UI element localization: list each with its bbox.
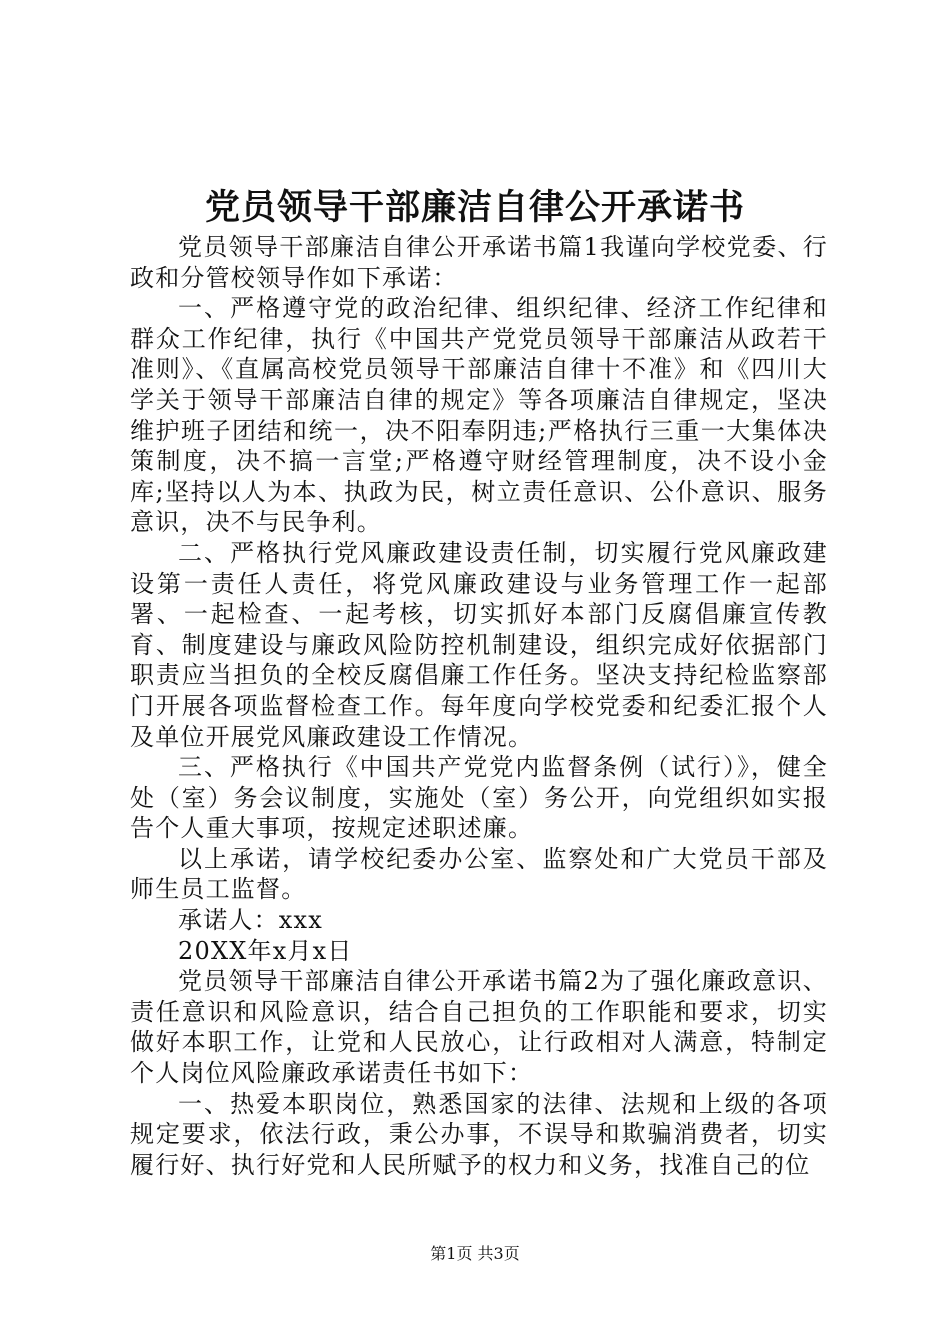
signatory-line: 承诺人：xxx xyxy=(178,906,324,935)
paragraph-intro-2: 党员领导干部廉洁自律公开承诺书篇2为了强化廉政意识、责任意识和风险意识，结合自己担负的工作职能和要求，切实做好本职工作，让党和人民放心，让行政相对人满意，特制定个人岗位风险廉政承诺责任书如下： xyxy=(130,967,828,1088)
paragraph-intro-1: 党员领导干部廉洁自律公开承诺书篇1我谨向学校党委、行政和分管校领导作如下承诺： xyxy=(130,233,828,292)
paragraph-commitment-3: 三、严格执行《中国共产党党内监督条例（试行）》，健全处（室）务会议制度，实施处（室）务公开，向党组织如实报告个人重大事项，按规定述职述廉。 xyxy=(130,753,828,843)
paragraph-supervision: 以上承诺，请学校纪委办公室、监察处和广大党员干部及师生员工监督。 xyxy=(130,844,828,904)
paragraph-commitment-1: 一、严格遵守党的政治纪律、组织纪律、经济工作纪律和群众工作纪律，执行《中国共产党党员领导干部廉洁从政若干准则》、《直属高校党员领导干部廉洁自律十不准》和《四川大学关于领导干部廉洁自律的规定》等各项廉洁自律规定，坚决维护班子团结和统一，决不阳奉阴违;严格执行三重一大集体决策制度，决不搞一言堂;严格遵守财经管理制度，决不设小金库;坚持以人为本、执政为民，树立责任意识、公仆意识、服务意识，决不与民争利。 xyxy=(130,294,828,537)
paragraph-item-1: 一、热爱本职岗位，熟悉国家的法律、法规和上级的各项规定要求，依法行政，秉公办事，不误导和欺骗消费者，切实履行好、执行好党和人民所赋予的权力和义务，找准自己的位 xyxy=(130,1089,828,1179)
page-number-footer: 第1页 共3页 xyxy=(430,1244,520,1263)
paragraph-commitment-2: 二、严格执行党风廉政建设责任制，切实履行党风廉政建设第一责任人责任，将党风廉政建设与业务管理工作一起部署、一起检查、一起考核，切实抓好本部门反腐倡廉宣传教育、制度建设与廉政风险防控机制建设，组织完成好依据部门职责应当担负的全校反腐倡廉工作任务。坚决支持纪检监察部门开展各项监督检查工作。每年度向学校党委和纪委汇报个人及单位开展党风廉政建设工作情况。 xyxy=(130,538,828,751)
document-body xyxy=(130,232,828,1180)
document-title: 党员领导干部廉洁自律公开承诺书 xyxy=(204,187,745,228)
date-line: 20XX年x月x日 xyxy=(178,936,353,965)
